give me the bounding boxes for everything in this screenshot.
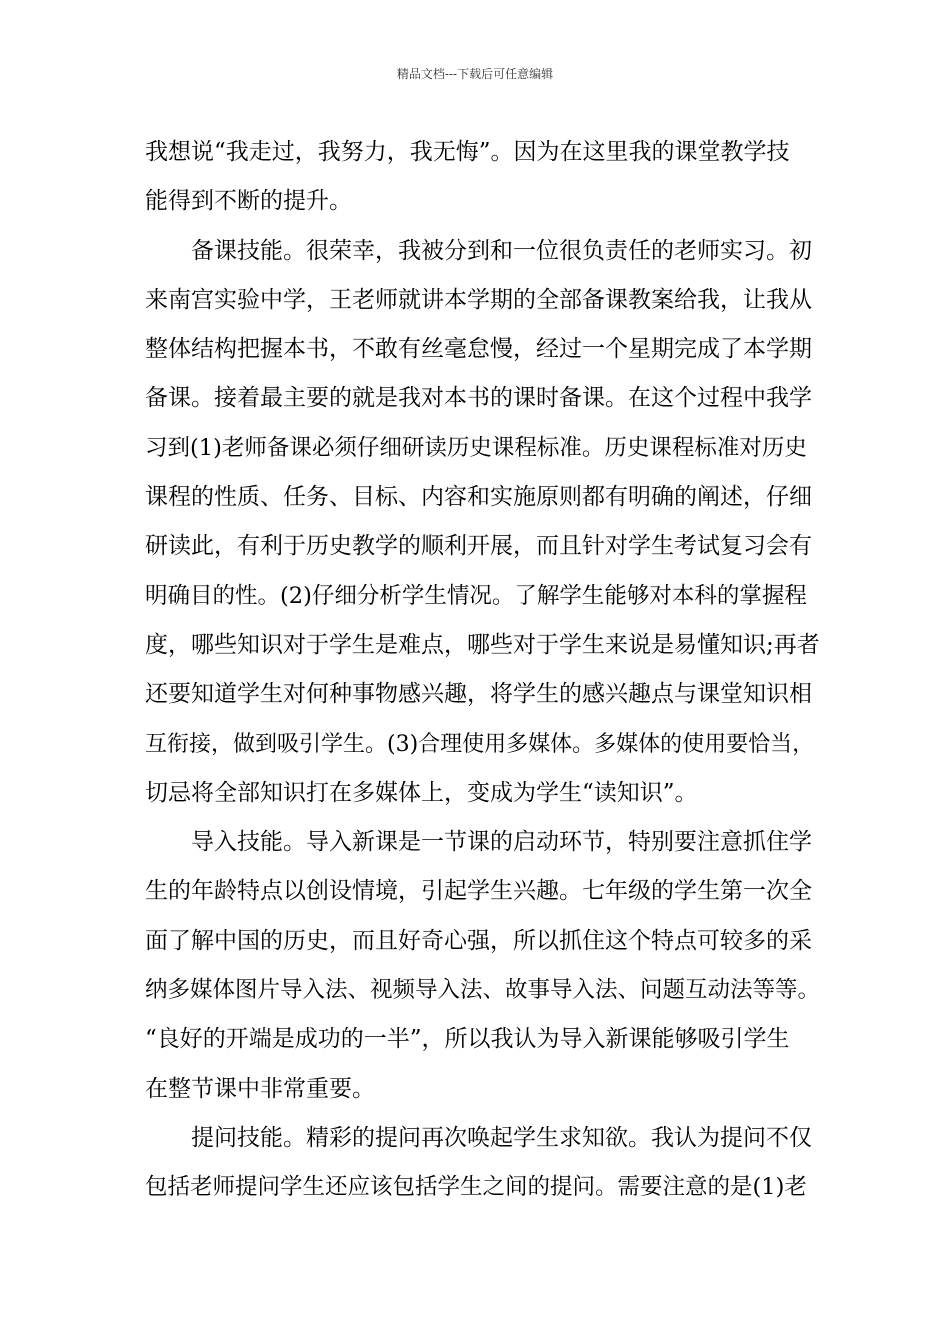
text-line: 来南宫实验中学，王老师就讲本学期的全部备课教案给我，让我从 [145,286,812,313]
text-line: “良好的开端是成功的一半”，所以我认为导入新课能够吸引学生 [145,1026,790,1053]
paragraph-first-line: 备课技能。很荣幸，我被分到和一位很负责任的老师实习。初 [191,237,812,264]
text-line: 研读此，有利于历史教学的顺利开展，而且针对学生考试复习会有 [145,533,812,560]
text-line: 生的年龄特点以创设情境，引起学生兴趣。七年级的学生第一次全 [145,878,812,905]
text-line: 备课。接着最主要的就是我对本书的课时备课。在这个过程中我学 [145,385,812,412]
text-line: 切忌将全部知识打在多媒体上，变成为学生“读知识”。 [145,779,698,806]
text-line: 明确目的性。(2)仔细分析学生情况。了解学生能够对本科的掌握程 [145,582,807,609]
text-line: 我想说“我走过，我努力，我无悔”。因为在这里我的课堂教学技 [145,139,790,165]
text-line: 面了解中国的历史，而且好奇心强，所以抓住这个特点可较多的采 [145,927,812,954]
text-line: 包括老师提问学生还应该包括学生之间的提问。需要注意的是(1)老 [145,1174,807,1201]
paragraph-first-line: 导入技能。导入新课是一节课的启动环节，特别要注意抓住学 [191,829,812,856]
text-line: 课程的性质、任务、目标、内容和实施原则都有明确的阐述，仔细 [145,484,812,511]
text-line: 互衔接，做到吸引学生。(3)合理使用多媒体。多媒体的使用要恰当， [145,731,815,757]
text-line: 整体结构把握本书，不敢有丝毫怠慢，经过一个星期完成了本学期 [145,336,812,363]
paragraph-first-line: 提问技能。精彩的提问再次唤起学生求知欲。我认为提问不仅 [191,1124,812,1151]
text-line: 在整节课中非常重要。 [145,1075,375,1102]
text-line: 能得到不断的提升。 [145,188,352,215]
text-line: 还要知道学生对何种事物感兴趣，将学生的感兴趣点与课堂知识相 [145,681,812,708]
document-body [145,128,820,1213]
text-line: 度，哪些知识对于学生是难点，哪些对于学生来说是易懂知识;再者 [145,631,820,658]
text-line: 纳多媒体图片导入法、视频导入法、故事导入法、问题互动法等等。 [145,977,820,1004]
page-header: 精品文档---下载后可任意编辑 [396,67,554,81]
text-line: 习到(1)老师备课必须仔细研读历史课程标准。历史课程标准对历史 [145,434,807,461]
